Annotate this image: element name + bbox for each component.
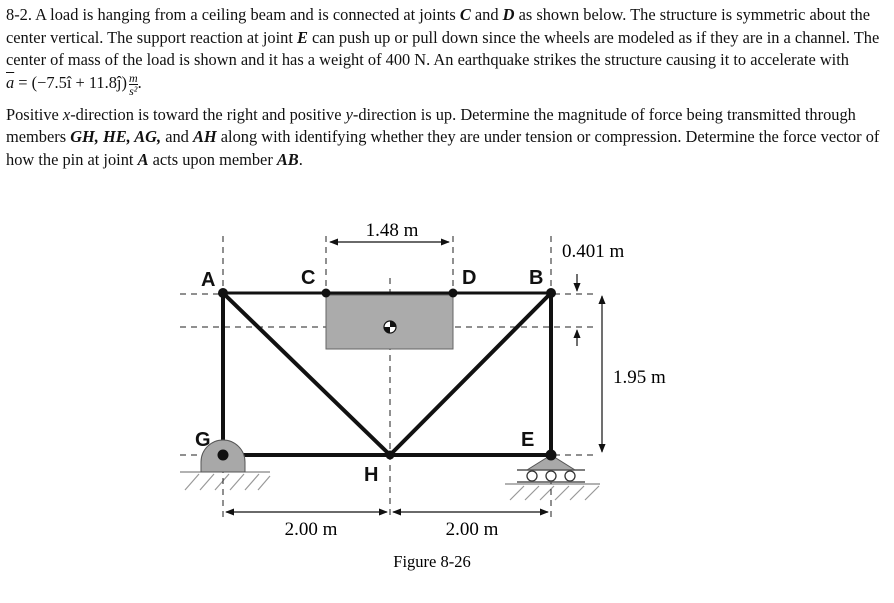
- joint-ref-e: E: [296, 27, 308, 47]
- dimension-beam-offset: [562, 241, 625, 346]
- paragraph-2: Positive x-direction is toward the right and positive y-direction is up. Determine the magnitude of force being transmitted through members GH, HE, AG, and AH along with identifying whether they are under tension or compression. Determine the force vector of how the pin at joint A acts upon member AB.: [6, 104, 880, 169]
- accel-unit: $\frac{m}{\text{s²}}$: [128, 70, 138, 98]
- ground-left: [180, 472, 270, 490]
- member-ref-ab: AB: [276, 149, 299, 169]
- truss-figure: [0, 205, 894, 603]
- joint-label-c: C: [301, 267, 316, 289]
- dimension-label-height: 1.95 m: [613, 367, 666, 388]
- paragraph-1: 8-2. A load is hanging from a ceiling beam and is connected at joints C and D as shown below. The structure is symmetric about the center vertical. The support reaction at joint E can push up or pull down since the wheels are modeled as if they are in a channel. The center of mass of the load is shown and it has a weight of 400 N. An earthquake strikes the structure causing it to accelerate with $\overline{a}$ = (−7.5î + 11.8ĵ) $\frac{m}{\text{s²}}$ .: [6, 5, 880, 98]
- joint-label-h: H: [364, 464, 379, 486]
- joint-ref-d: D: [502, 5, 515, 24]
- dimension-height: [602, 296, 666, 452]
- ground-right: [505, 484, 600, 500]
- dimension-label-gh: 2.00 m: [284, 519, 338, 540]
- dimension-bottom: [226, 512, 548, 540]
- joint-label-g: G: [195, 429, 211, 451]
- joint-label-a: A: [201, 269, 216, 291]
- member-refs: GH, HE, AG,: [70, 127, 162, 146]
- dimension-label-offset: 0.401 m: [562, 241, 625, 262]
- center-of-mass-icon: [384, 321, 396, 333]
- joint-ref-a: A: [137, 149, 149, 169]
- joint-label-e: E: [521, 429, 535, 451]
- problem-statement: [6, 4, 890, 171]
- joint-label-d: D: [462, 267, 477, 289]
- acceleration-expression: $\overline{a}$ = (−7.5î + 11.8ĵ) $\frac{m}{\text{s²}}$ .: [6, 70, 142, 98]
- dimension-cd: [330, 220, 449, 242]
- member-ref-ah: AH: [192, 127, 217, 146]
- joint-label-b: B: [529, 267, 544, 289]
- problem-number: 8-2.: [6, 5, 32, 24]
- joint-ref-c: C: [459, 5, 471, 24]
- dimension-label-cd: 1.48 m: [365, 220, 419, 241]
- dimension-label-he: 2.00 m: [445, 519, 499, 540]
- figure-caption: Figure 8-26: [393, 552, 471, 571]
